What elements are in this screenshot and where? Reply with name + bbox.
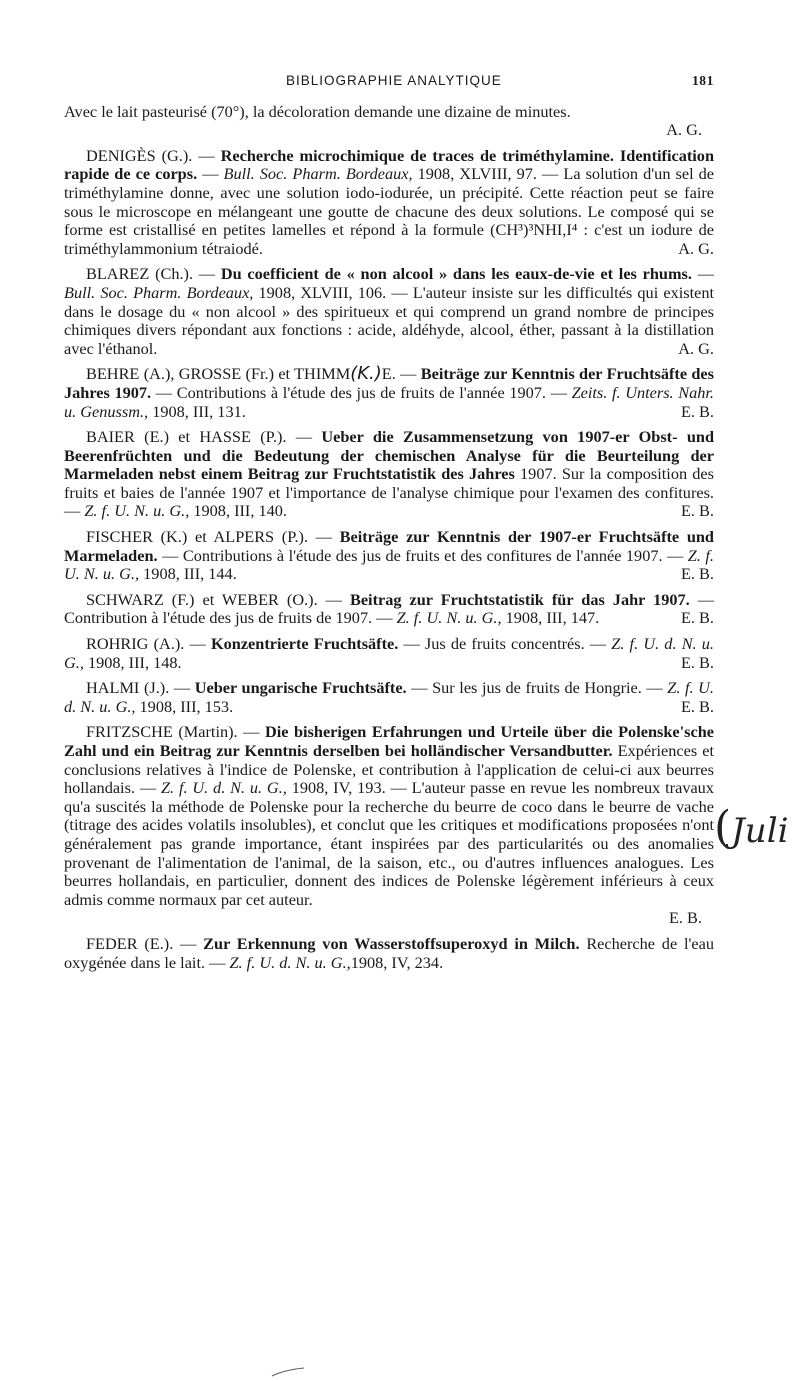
header-title: BIBLIOGRAPHIE ANALYTIQUE — [286, 73, 502, 88]
entry-signature: E. B. — [680, 652, 714, 672]
entry-ref: 1908, III, 148. — [83, 652, 182, 672]
entry-title: Beitrag zur Fruchtstatistik für das Jahr 1907. — [349, 589, 690, 609]
entry-signature: E. B. — [680, 608, 714, 628]
entry-signature: A. G. — [678, 238, 714, 258]
entry-journal: Z. f. U. N. u. G., — [64, 545, 714, 584]
entry-title: Beiträge zur Kenntnis der 1907-er Fruchtsäfte und Marmeladen. — [64, 527, 714, 565]
entry-title: Zur Erkennung von Wasserstoffsuperoxyd in Milch. — [203, 933, 580, 953]
entry-description: 1907. Sur la composition des fruits et baies de l'année 1907 et l'importance de l'analyse chimique pour l'examen des confitures. — — [64, 464, 714, 521]
entry-signature: E. B. — [680, 501, 714, 521]
entry-body: — La solution d'un sel de triméthylamine donne, avec une solution iodo-iodurée, un précipité. Cette réaction peut se faire sous le microscope en mélangeant une goutte de chacune des deux solutions. Le composé qui se forme est cristallisé en petites lamelles et répond à la formule (CH³)³NHI,I⁴ : c'est un iodure de triméthylammonium tétraiodé. — [64, 164, 715, 258]
entry-signature: E. B. — [668, 908, 702, 928]
entry-author: FEDER (E.). — — [86, 933, 197, 953]
entry-ref: 1908, III, 153. — [135, 696, 234, 716]
entry-ref-sep: — — [197, 164, 224, 184]
entry-author: BAIER (E.) et HASSE (P.). — — [86, 427, 313, 447]
entry-author: FISCHER (K.) et ALPERS (P.). — — [86, 527, 332, 547]
entry-title: Beiträge zur Kenntnis der Fruchtsäfte des Jahres 1907. — [64, 364, 714, 402]
bibliography-entry — [64, 428, 714, 521]
entry-ref: 1908, XLVIII, 106. — [253, 282, 387, 302]
handwritten-annotation: (K.) — [350, 363, 382, 385]
entry-ref: 1908, III, 144. — [139, 564, 237, 584]
entry-ref-sep: — — [691, 264, 714, 284]
entry-author: DENIGÈS (G.). — — [86, 145, 215, 165]
handwritten-margin-note — [714, 802, 800, 852]
entry-signature: A. G. — [678, 338, 714, 358]
entry-description: — Sur les jus de fruits de Hongrie. — — [406, 678, 668, 698]
entry-ref: 1908, III, 147. — [501, 608, 600, 628]
entry-body: — L'auteur passe en revue les nombreux travaux qu'a suscités la méthode de Polenske pour la recherche du beurre de coco dans le beurre de vache (titrage des acides volatils insolubles), et conclut que les critiques et modifications proposées n'ont généralement pas grande importance, étant inspirées par des particularités ou des anomalies provenant de l'alimentation de l'animal, de la saison, etc., ou d'autres influences analogues. Les beurres hollandais, en particulier, donnent des indices de Polenske légèrement inférieurs à ceux admis comme normaux par cet auteur. — [64, 778, 714, 909]
page-number: 181 — [691, 73, 714, 88]
bibliography-entry — [64, 723, 714, 928]
entry-body: Avec le lait pasteurisé (70°), la décoloration demande une dizaine de minutes. — [64, 101, 571, 121]
bibliography-entry — [64, 679, 714, 716]
entry-journal: Z. f. U. N. u. G., — [396, 608, 502, 628]
pencil-mark-icon — [270, 1366, 306, 1378]
entry-author: BLAREZ (Ch.). — — [86, 264, 216, 284]
entry-author: SCHWARZ (F.) et WEBER (O.). — — [86, 589, 342, 609]
entry-ref: 1908, XLVIII, 97. — [412, 164, 538, 184]
entry-ref: 1908, IV, 234. — [350, 952, 444, 972]
entry-title: Konzentrierte Fruchtsäfte. — [210, 634, 399, 654]
bibliography-entry — [64, 635, 714, 672]
entry-author: ROHRIG (A.). — — [86, 634, 206, 654]
running-header — [64, 72, 714, 91]
entry-description: — Contributions à l'étude des jus de fruits de l'année 1907. — — [151, 382, 572, 402]
entry-signature: E. B. — [680, 696, 714, 716]
entry-description: — Contribution à l'étude des jus de fruits de 1907. — — [64, 589, 715, 628]
entry-journal: Zeits. f. Unters. Nahr. u. Genussm., — [64, 382, 715, 421]
entry-signature: E. B. — [680, 564, 714, 584]
entry-journal: Z. f. U. d. N. u. G., — [229, 952, 351, 972]
entry-ref: 1908, IV, 193. — [286, 778, 386, 798]
entry-journal: Bull. Soc. Pharm. Bordeaux, — [223, 164, 413, 184]
entry-ref: 1908, III, 140. — [189, 501, 287, 521]
entry-description: Expériences et conclusions relatives à l'indice de Polenske, et contribution à l'application de celui-ci aux beurres hollandais. — — [64, 741, 714, 798]
bibliography-entry — [64, 265, 714, 358]
entry-journal: Z. f. U. d. N. u. G., — [64, 678, 714, 716]
margin-bracket-icon: ( — [714, 802, 732, 852]
entry-title: Ueber die Zusammensetzung von 1907-er Obst- und Beerenfrüchten und die Bedeutung der chemischen Analyse für die Beurteilung der Marmeladen nebst einem Beitrag zur Fruchtstatistik des Jahres — [64, 427, 714, 484]
entry-journal: Z. f. U. d. N. u. G., — [64, 634, 714, 672]
entry-author-end: E. — — [381, 364, 417, 384]
entry-signature: E. B. — [680, 401, 714, 421]
entry-author: HALMI (J.). — — [86, 678, 191, 698]
entry-continuation — [64, 103, 714, 140]
entry-ref: 1908, III, 131. — [148, 401, 246, 421]
entry-title: Recherche microchimique de traces de triméthylamine. Identification rapide de ce corps. — [64, 145, 714, 184]
bibliography-entry — [64, 365, 714, 421]
entry-title: Ueber ungarische Fruchtsäfte. — [194, 678, 407, 698]
entry-journal: Z. f. U. d. N. u. G., — [160, 778, 287, 798]
entry-description: — Jus de fruits concentrés. — — [398, 634, 612, 654]
bibliography-entry — [64, 147, 714, 259]
entry-title: Die bisherigen Erfahrungen und Urteile über die Polenske'sche Zahl und ein Beitrag zur Kenntnis derselben bei holländischer Versandbutter. — [64, 722, 714, 760]
entry-journal: Z. f. U. N. u. G., — [84, 501, 190, 521]
document-page — [64, 72, 714, 979]
bibliography-entry — [64, 935, 714, 972]
entry-description: — Contributions à l'étude des jus de fruits et des confitures de l'année 1907. — — [157, 545, 688, 565]
entry-description: Recherche de l'eau oxygénée dans le lait. — — [64, 933, 715, 972]
entry-signature: A. G. — [666, 120, 702, 140]
entry-author: FRITZSCHE (Martin). — — [86, 722, 260, 742]
bibliography-entry — [64, 528, 714, 584]
entry-body: — L'auteur insiste sur les difficultés qui existent dans le dosage du « non alcool » des spiritueux et qui comprend un grand nombre de principes chimiques divers répondant aux fonctions : acide, aldéhyde, alcool, éther, passant à la distillation avec l'éthanol. — [64, 282, 715, 358]
entry-journal: Bull. Soc. Pharm. Bordeaux, — [64, 282, 254, 302]
entry-title: Du coefficient de « non alcool » dans les eaux-de-vie et les rhums. — [220, 264, 692, 284]
bibliography-entry — [64, 591, 714, 628]
margin-note-text: Juli — [731, 811, 789, 851]
entry-author: BEHRE (A.), GROSSE (Fr.) et THIMM — [86, 364, 351, 384]
